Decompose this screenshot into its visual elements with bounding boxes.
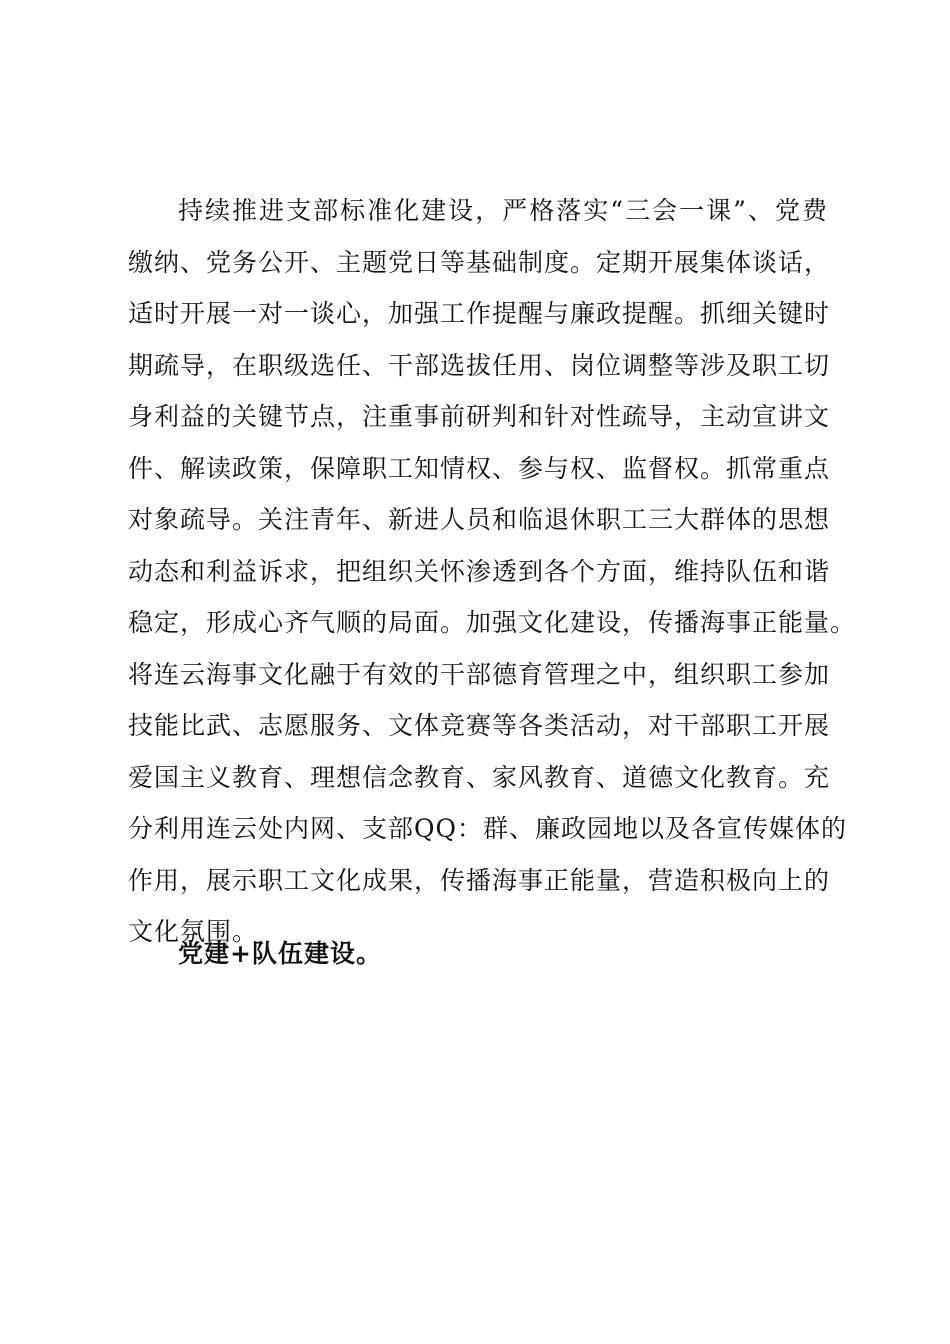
paragraph-line: 稳定，形成心齐气顺的局面。加强文化建设，传播海事正能量。 [128, 608, 857, 637]
paragraph-line: 身利益的关键节点，注重事前研判和针对性疏导，主动宣讲文 [128, 402, 831, 431]
paragraph-line: 适时开展一对一谈心，加强工作提醒与廉政提醒。抓细关键时 [128, 299, 831, 328]
paragraph-line: 持续推进支部标准化建设，严格落实“三会一课”、党费 [178, 196, 828, 225]
paragraph-line: 技能比武、志愿服务、文体竞赛等各类活动，对干部职工开展 [128, 711, 831, 740]
paragraph-line: 作用，展示职工文化成果，传播海事正能量，营造积极向上的 [128, 865, 831, 895]
paragraph-line: 文化氛围。 [128, 917, 259, 946]
paragraph-line: 缴纳、党务公开、主题党日等基础制度。定期开展集体谈话， [128, 247, 831, 277]
paragraph-line: 期疏导，在职级选任、干部选拔任用、岗位调整等涉及职工切 [128, 350, 831, 380]
paragraph-line: 对象疏导。关注青年、新进人员和临退休职工三大群体的思想 [128, 505, 831, 534]
paragraph-line: 爱国主义教育、理想信念教育、家风教育、道德文化教育。充 [128, 762, 831, 792]
body-paragraph [128, 185, 857, 958]
paragraph-line: 分利用连云处内网、支部QQ：群、廉政园地以及各宣传媒体的 [128, 814, 847, 843]
paragraph-line: 件、解读政策，保障职工知情权、参与权、监督权。抓常重点 [128, 453, 831, 483]
paragraph-line: 动态和利益诉求，把组织关怀渗透到各个方面，维持队伍和谐 [128, 556, 831, 586]
paragraph-line: 将连云海事文化融于有效的干部德育管理之中，组织职工参加 [128, 659, 831, 689]
section-heading: 党建+队伍建设。 [178, 939, 382, 968]
